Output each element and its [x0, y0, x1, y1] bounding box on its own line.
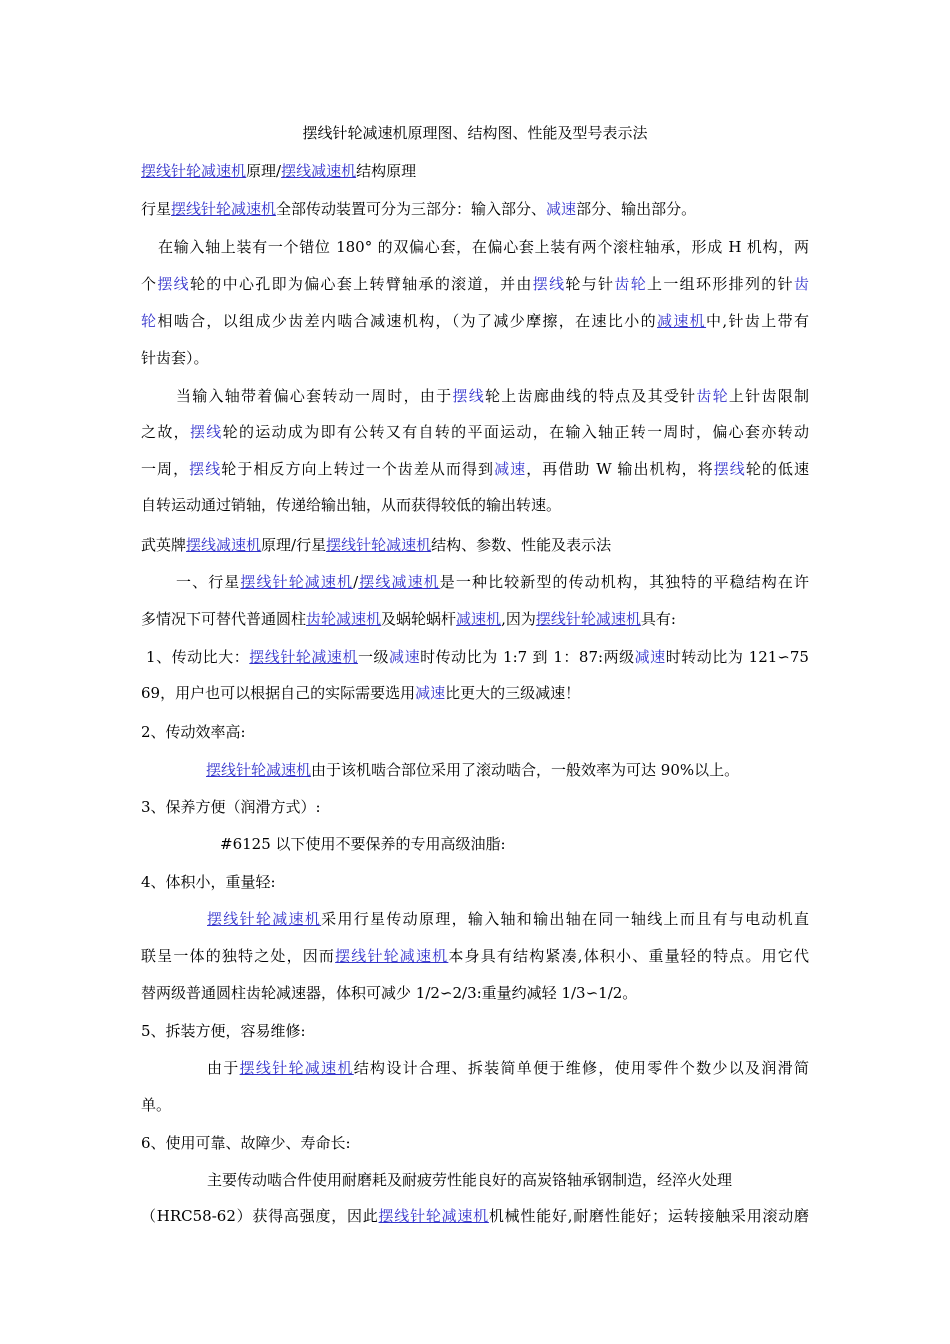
- paragraph-line: [141, 909, 809, 929]
- text-run: 机械性能好,耐磨性能好；运转接触采用滚动磨: [488, 1207, 809, 1225]
- text-run: 3、保养方便（润滑方式）:: [141, 798, 321, 816]
- text-run: 时传动比为 1:7 到 1：87:两级: [420, 648, 635, 666]
- text-run: 轮上齿廊曲线的特点及其受针: [484, 387, 697, 405]
- keyword-highlight: 减速: [634, 648, 666, 666]
- text-run: /: [353, 573, 359, 591]
- text-run: #6125 以下使用不要保养的专用高级油脂:: [220, 835, 506, 853]
- text-run: 轮于相反方向上转过一个齿差从而得到: [221, 460, 495, 478]
- paragraph-line: [141, 1058, 809, 1078]
- keyword-link[interactable]: 摆线针轮减速机: [207, 910, 322, 928]
- text-run: 轮的低速: [745, 460, 809, 478]
- keyword-highlight: 轮: [141, 312, 158, 330]
- text-run: 一级: [357, 648, 390, 666]
- text-run: 中,针齿上带有: [706, 312, 809, 330]
- keyword-link[interactable]: 摆线针轮减速机: [326, 536, 432, 554]
- text-run: （HRC58-62）获得高强度，因此: [141, 1207, 379, 1225]
- text-run: 武英牌: [141, 536, 187, 554]
- keyword-highlight: 减速: [546, 200, 577, 218]
- text-run: 5、拆装方便，容易维修:: [141, 1022, 306, 1040]
- paragraph-line: [141, 983, 809, 1003]
- text-run: ，再借助 W 输出机构，将: [526, 460, 714, 478]
- text-run: 6、使用可靠、故障少、寿命长:: [141, 1134, 351, 1152]
- text-run: 原理/: [246, 162, 282, 180]
- text-run: 个: [141, 275, 158, 293]
- keyword-highlight: 齿轮: [614, 275, 648, 293]
- text-run: 一周，: [141, 460, 190, 478]
- text-run: 轮的中心孔即为偏心套上转臂轴承的滚道，并由: [189, 275, 533, 293]
- paragraph-line: [141, 609, 809, 629]
- paragraph-line: [141, 199, 809, 219]
- text-run: 上针齿限制: [728, 387, 809, 405]
- keyword-link[interactable]: 摆线针轮减速机: [141, 162, 247, 180]
- list-item-3: [141, 797, 809, 817]
- text-run: 当输入轴带着偏心套转动一周时，由于: [176, 387, 453, 405]
- text-run: 本身具有结构紧凑,体积小、重量轻的特点。用它代: [448, 947, 809, 965]
- paragraph-line: [141, 274, 809, 294]
- text-run: 之故，: [141, 423, 190, 441]
- list-item-5: [141, 1021, 809, 1041]
- text-run: 主要传动啮合件使用耐磨耗及耐疲劳性能良好的高炭铬轴承钢制造，经淬火处理: [207, 1171, 733, 1189]
- text-run: 时转动比为 121∽75: [665, 648, 809, 666]
- text-run: 结构设计合理、拆装简单便于维修，使用零件个数少以及润滑简: [353, 1059, 809, 1077]
- keyword-highlight: 摆线: [189, 460, 222, 478]
- keyword-link[interactable]: 摆线针轮减速机: [171, 200, 277, 218]
- keyword-highlight: 齿轮: [696, 387, 729, 405]
- paragraph-line: [141, 1095, 809, 1115]
- keyword-highlight: 摆线: [452, 387, 485, 405]
- text-run: 由于: [207, 1059, 240, 1077]
- text-run: 1、传动比大：: [146, 648, 250, 666]
- text-run: 替两级普通圆柱齿轮减速器，体积可减少 1/2∽2/3:重量约减轻 1/3∽1/2。: [141, 984, 638, 1002]
- paragraph-line: [141, 311, 809, 331]
- text-run: 在输入轴上装有一个错位 180° 的双偏心套，在偏心套上装有两个滚柱轴承，形成 H 机构，两: [158, 238, 809, 256]
- text-run: 一、行星: [176, 573, 241, 591]
- keyword-link[interactable]: 摆线减速机: [281, 162, 357, 180]
- paragraph-line: [141, 834, 809, 854]
- keyword-link[interactable]: 减速机: [456, 610, 502, 628]
- paragraph-line: [141, 946, 809, 966]
- text-run: 针齿套）。: [141, 349, 209, 367]
- paragraph-line: [141, 422, 809, 442]
- keyword-link[interactable]: 摆线减速机: [358, 573, 440, 591]
- keyword-link[interactable]: 摆线针轮减速机: [240, 573, 354, 591]
- text-run: 比更大的三级减速！: [445, 684, 581, 702]
- text-run: 行星: [141, 200, 172, 218]
- keyword-link[interactable]: 摆线减速机: [186, 536, 262, 554]
- paragraph-line: [141, 572, 809, 592]
- keyword-highlight: 摆线: [189, 423, 223, 441]
- keyword-highlight: 减速: [494, 460, 527, 478]
- text-run: 上一组环形排列的针: [647, 275, 794, 293]
- text-run: 2、传动效率高:: [141, 723, 246, 741]
- paragraph-line: [141, 459, 809, 479]
- keyword-highlight: 减速: [415, 684, 446, 702]
- keyword-link[interactable]: 摆线针轮减速机: [335, 947, 449, 965]
- text-run: 69，用户也可以根据自己的实际需要选用: [141, 684, 416, 702]
- list-item-1: [141, 647, 809, 667]
- keyword-link[interactable]: 摆线针轮减速机: [206, 761, 312, 779]
- text-run: 具有:: [640, 610, 676, 628]
- text-run: 结构原理: [356, 162, 417, 180]
- heading-principle: [141, 161, 809, 181]
- text-run: 联呈一体的独特之处，因而: [141, 947, 336, 965]
- paragraph-line: [141, 495, 809, 515]
- list-item-2: [141, 722, 809, 742]
- list-item-6: [141, 1133, 809, 1153]
- text-run: 采用行星传动原理，输入轴和输出轴在同一轴线上而且有与电动机直: [321, 910, 809, 928]
- paragraph-line: [141, 1170, 809, 1190]
- text-run: 单。: [141, 1096, 172, 1114]
- paragraph-line: [141, 760, 809, 780]
- text-run: 结构、参数、性能及表示法: [431, 536, 612, 554]
- keyword-highlight: 摆线: [532, 275, 566, 293]
- paragraph-line: [141, 237, 809, 257]
- keyword-link[interactable]: 摆线针轮减速机: [535, 610, 641, 628]
- list-item-4: [141, 872, 809, 892]
- text-run: ,因为: [501, 610, 536, 628]
- paragraph-line: [141, 386, 809, 406]
- text-run: 原理/行星: [261, 536, 327, 554]
- text-run: 轮的运动成为即有公转又有自转的平面运动，在输入轴正转一周时，偏心套亦转动: [222, 423, 809, 441]
- text-run: 多情况下可替代普通圆柱: [141, 610, 307, 628]
- keyword-highlight: 摆线: [157, 275, 190, 293]
- text-run: 4、体积小，重量轻:: [141, 873, 276, 891]
- text-run: 全部传动装置可分为三部分：输入部分、: [276, 200, 547, 218]
- keyword-link[interactable]: 摆线针轮减速机: [249, 648, 358, 666]
- text-run: 是一种比较新型的传动机构，其独特的平稳结构在许: [439, 573, 809, 591]
- text-run: 由于该机啮合部位采用了滚动啮合，一般效率为可达 90%以上。: [311, 761, 740, 779]
- keyword-highlight: 减速: [389, 648, 421, 666]
- heading-wuying: [141, 535, 809, 555]
- keyword-link[interactable]: 齿轮减速机: [306, 610, 382, 628]
- keyword-highlight: 摆线: [713, 460, 746, 478]
- text-run: 轮与针: [565, 275, 615, 293]
- keyword-link[interactable]: 摆线针轮减速机: [239, 1059, 354, 1077]
- paragraph-line: [141, 348, 809, 368]
- text-run: 部分、输出部分。: [576, 200, 697, 218]
- paragraph-line: [141, 683, 809, 703]
- text-run: 相啮合，以组成少齿差内啮合减速机构，（为了减少摩擦，在速比小的: [157, 312, 657, 330]
- keyword-link[interactable]: 摆线针轮减速机: [378, 1207, 489, 1225]
- page-title: 摆线针轮减速机原理图、结构图、性能及型号表示法: [302, 124, 648, 142]
- keyword-link[interactable]: 减速机: [656, 312, 707, 330]
- keyword-highlight: 齿: [793, 275, 809, 293]
- paragraph-line: [141, 1206, 809, 1226]
- text-run: 及蜗轮蜗杆: [381, 610, 457, 628]
- text-run: 自转运动通过销轴，传递给输出轴，从而获得较低的输出转速。: [141, 496, 562, 514]
